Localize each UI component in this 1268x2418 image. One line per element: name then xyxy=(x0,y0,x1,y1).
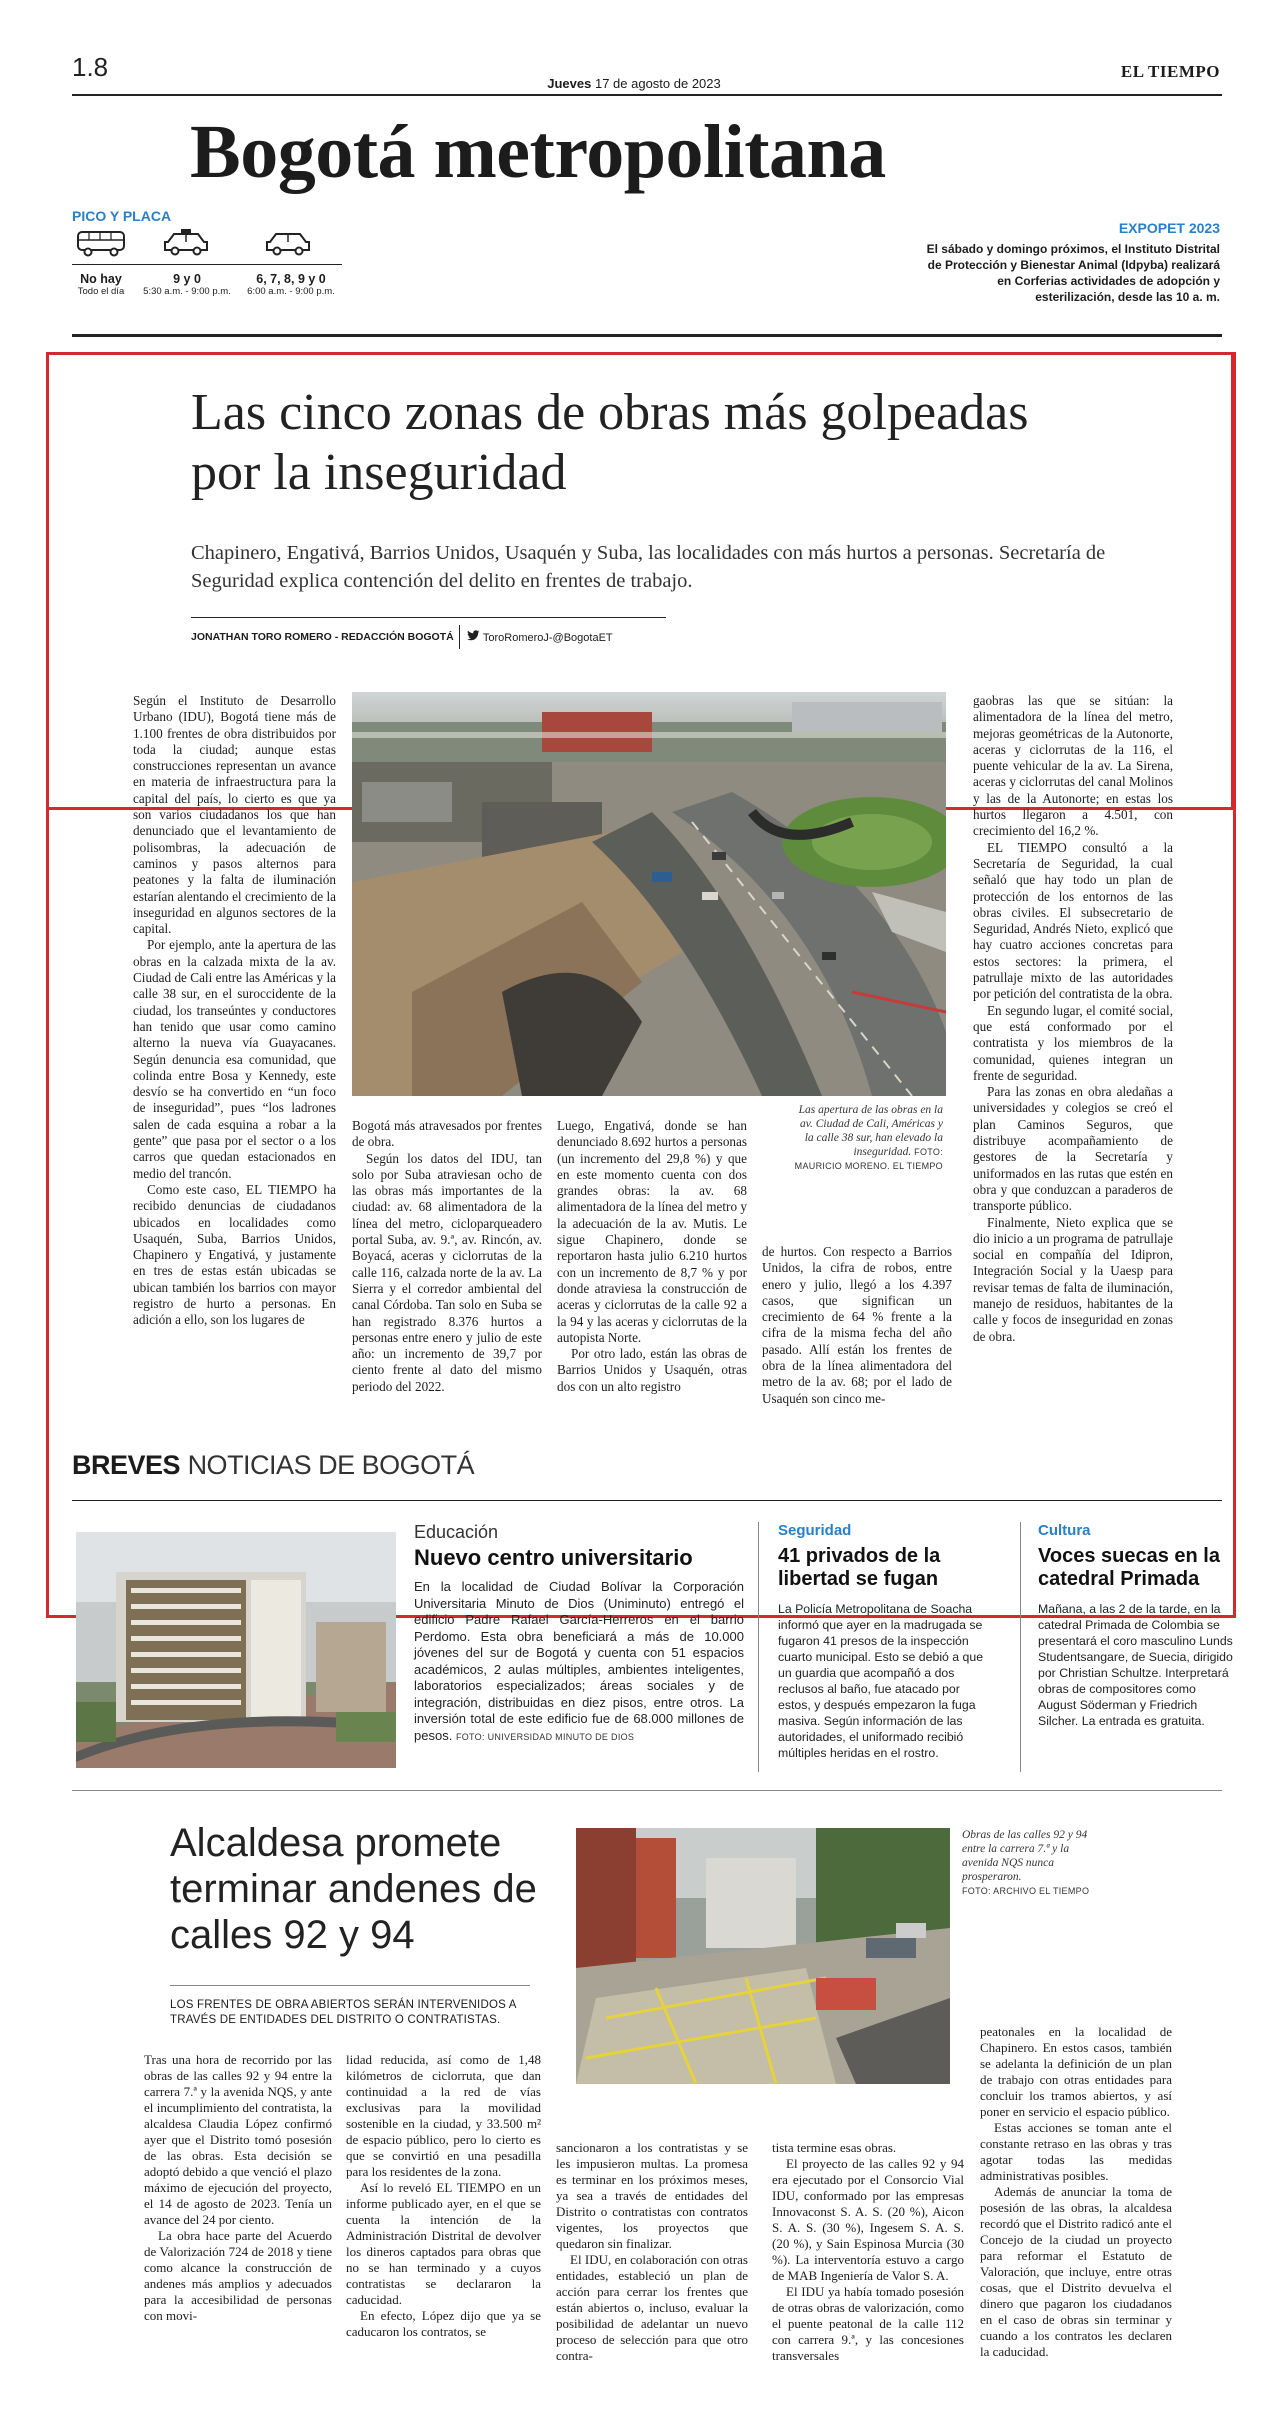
header-bottom-rule xyxy=(72,334,1222,337)
main-article-col-2 xyxy=(352,1118,542,1395)
main-article-col-1 xyxy=(133,693,336,1329)
taxi-icon xyxy=(162,228,210,258)
paragraph: Estas acciones se toman ante el constante retraso en las obras y tras agotar todas las medidas administrativas posibles. xyxy=(980,2120,1172,2183)
issue-date-rest: 17 de agosto de 2023 xyxy=(594,76,721,91)
paragraph: La obra hace parte del Acuerdo de Valorización 724 de 2018 y tiene como alcance la construcción de andenes más amplios y adecuados para la accesibilidad de personas con movi- xyxy=(144,2228,332,2323)
paragraph: EL TIEMPO consultó a la Secretaría de Seguridad, la cual señaló que hay todo un plan de protección de los entornos de las obras civiles. El subsecretario de Seguridad, Andrés Nieto, explicó que hay cuatro acciones concretas para estos sectores: la primera, el patrullaje mixto de las autoridades por petición del contratista de la obra. xyxy=(973,839,1173,1002)
sidewalk-works-image xyxy=(576,1828,950,2084)
second-article-col-1 xyxy=(144,2052,332,2324)
breve-photo-building xyxy=(76,1532,396,1768)
twitter-icon xyxy=(467,630,480,644)
expopet-text: El sábado y domingo próximos, el Instituto Distrital de Protección y Bienestar Animal (Idpyba) realizará en Corferias actividades de adopción y esterilización, desde las 10 a. m. xyxy=(926,242,1220,304)
paragraph: El proyecto de las calles 92 y 94 era ejecutado por el Consorcio Vial IDU, conformado por las empresas Innovaconst S. A. S. (20 %), Aicon S. A. S. (30 %), Ingesem S. A. S. (20 %), y Sain Espinosa Murcia (30 %). La interventoría estuvo a cargo de MAB Ingeniería de Valor S. A. xyxy=(772,2156,964,2283)
twitter-handle xyxy=(467,630,613,644)
paragraph: tista termine esas obras. xyxy=(772,2140,897,2155)
expopet-label: EXPOPET 2023 xyxy=(1118,220,1220,236)
paragraph: Luego, Engativá, donde se han denunciado 8.692 hurtos a personas (un incremento del 29,8 %) y que en este momento cuenta con dos grandes obras: la av. 68 alimentadora de la línea del metro y la adecuación de la av. Mutis. Le sigue Chapinero, donde se reportaron hasta julio 6.210 hurtos con un incremento de 8,7 % y por donde atraviesa la construcción de aceras y ciclorrutas de la calle 92 a la 94 y las aceras y ciclorrutas de la autopista Norte. xyxy=(557,1118,747,1345)
pico-placa-sub: Todo el día xyxy=(77,286,125,297)
car-icon xyxy=(264,228,312,258)
second-article-col-2 xyxy=(346,2052,541,2340)
byline-rule xyxy=(191,617,666,618)
second-article-col-3 xyxy=(556,2140,748,2364)
paragraph: peatonales en la localidad de Chapinero. En estos casos, también se adelanta la definición de un plan de trabajo con otras entidades para concluir los tramos abiertos, y así poner en servicio el espacio público. xyxy=(980,2024,1172,2119)
breves-bottom-rule xyxy=(72,1790,1222,1791)
second-article-rule xyxy=(170,1985,530,1986)
paragraph: lidad reducida, así como de 1,48 kilómetros de ciclorruta, que dan continuidad a la red de vías exclusivas para la movilidad sostenible en la ciudad, y 33.500 m² de espacio público, pero lo cierto es que se convirtió en una pesadilla para los residentes de la zona. xyxy=(346,2052,541,2179)
page-number: 1.8 xyxy=(72,52,109,82)
breve-section: Educación xyxy=(414,1522,499,1542)
university-building-image xyxy=(76,1532,396,1768)
paragraph: Por otro lado, están las obras de Barrios Unidos y Usaquén, otras dos con un alto registro xyxy=(557,1346,747,1394)
second-article-col-4 xyxy=(772,2140,964,2364)
second-photo-caption xyxy=(962,1828,1092,1898)
twitter-handle-text: ToroRomeroJ-@BogotaET xyxy=(482,632,613,644)
breve-title: 41 privados de la libertad se fugan xyxy=(778,1545,941,1590)
breves-divider-2 xyxy=(1020,1522,1021,1772)
main-article-col-3 xyxy=(557,1118,747,1395)
header-rule xyxy=(72,94,1222,96)
breve-text: Mañana, a las 2 de la tarde, en la catedral Primada de Colombia se presentará el coro masculino Lunds Studentsangare, de Suecia, dirigido por Christian Schultze. Interpretará obras de compositores como August Söderman y Friedrich Silcher. La entrada es gratuita. xyxy=(1038,1602,1233,1728)
pico-placa-value-car xyxy=(238,272,344,297)
pico-placa-item-taxi xyxy=(156,228,216,263)
breve-section: Cultura xyxy=(1038,1522,1091,1539)
paragraph: Bogotá más atravesados por frentes de obra. xyxy=(352,1118,542,1150)
byline: JONATHAN TORO ROMERO - REDACCIÓN BOGOTÁ xyxy=(191,631,454,643)
pico-placa-value-bus xyxy=(66,272,136,297)
pico-placa-main: 6, 7, 8, 9 y 0 xyxy=(256,272,326,286)
paragraph: Como este caso, EL TIEMPO ha recibido denuncias de ciudadanos ubicados en localidades como Usaquén, Suba, Barrios Unidos, Chapinero y Engativá, y justamente en tres de estas están ubicadas se ubican también los barrios con mayor registro de hurto a personas. En adición a ello, son los lugares de xyxy=(133,1181,336,1328)
brand-logo: EL TIEMPO xyxy=(1120,62,1220,81)
breves-label-bold: BREVES xyxy=(72,1450,181,1480)
second-article-deck: LOS FRENTES DE OBRA ABIERTOS SERÁN INTERVENIDOS A TRAVÉS DE ENTIDADES DEL DISTRITO O CONTRATISTAS. xyxy=(170,1999,516,2026)
breve-title: Nuevo centro universitario xyxy=(414,1545,693,1570)
breve-section: Seguridad xyxy=(778,1522,852,1539)
main-photo-caption-text: Las apertura de las obras en la av. Ciudad de Cali, Américas y la calle 38 sur, han elevado la inseguridad. xyxy=(798,1104,943,1158)
paragraph: El IDU ya había tomado posesión de otras obras de valorización, como el puente peatonal de la calle 112 con carrera 9.ª, y las concesiones transversales xyxy=(772,2284,964,2363)
pico-placa-value-taxi xyxy=(134,272,240,297)
breve-text: La Policía Metropolitana de Soacha informó que ayer en la madrugada se fugaron 41 presos de la inspección cuarto municipal. Esto se debió a que un guardia que acompañó a dos reclusos al baño, fue atacado por estos, y después empezaron la fuga masiva. Según información de las autoridades, el uniformado recibió múltiples heridas en el rostro. xyxy=(778,1602,984,1760)
paragraph: Tras una hora de recorrido por las obras de las calles 92 y 94 entre la carrera 7.ª y la avenida NQS, y ante el incumplimiento del contratista, la alcaldesa Claudia López confirmó ayer que el Distrito tomó posesión de las obras. Esta decisión se adoptó debido a que venció el plazo máximo de ejecución del proyecto, el 14 de agosto de 2023. Tenía un avance del 24 por ciento. xyxy=(144,2052,332,2227)
construction-site-image xyxy=(352,692,946,1096)
paragraph: El IDU, en colaboración con otras entidades, estableció un plan de acción para cerrar los frentes que están abiertos o, incluso, evaluar la posibilidad de adelantar un nuevo proceso de selección para que otro contra- xyxy=(556,2252,748,2363)
paragraph: Además de anunciar la toma de posesión de las obras, la alcaldesa recordó que el Distrito radicó ante el Concejo de la ciudad un proyecto para reformar el Estatuto de Valoración, que incluye, entre otras cosas, que el Distrito devuelva el dinero que pagaron los ciudadanos en el caso de obras sin terminar y cuando a los contratos les declaren la caducidad. xyxy=(980,2184,1172,2359)
breve-text-body: En la localidad de Ciudad Bolívar la Corporación Universitaria Minuto de Dios (Uniminuto) entregó el edificio Padre Rafael García-Herreros en el barrio Perdomo. Esta obra beneficiará a más de 10.000 jóvenes del sur de Bogotá y cuenta con 51 espacios académicos, 2 aulas múltiples, ambientes inteligentes, laboratorios especializados; áreas sociales y de integración, distribuidas en diez pisos, entre otros. La inversión total de este edificio fue de 68.000 millones de pesos. xyxy=(414,1579,744,1743)
pico-placa-main: 9 y 0 xyxy=(173,272,201,286)
second-photo-caption-text: Obras de las calles 92 y 94 entre la carrera 7.ª y la avenida NQS nunca prosperaron. xyxy=(962,1829,1088,1883)
breve-text xyxy=(414,1579,744,1745)
paragraph: de hurtos. Con respecto a Barrios Unidos, la cifra de robos, entre enero y julio, llegó a los 4.397 casos, que significan un crecimiento de 64 % frente a la cifra de la misma fecha del año pasado. Allí están los frentes de obra de la línea alimentadora del metro de la av. 68; por el lado de Usaquén son cinco me- xyxy=(762,1244,952,1406)
paragraph: sancionaron a los contratistas y se les impusieron multas. La promesa es terminar en los próximos meses, ya sea a través de entidades del Distrito o contratistas con contratos vigentes, los proyectos que quedaron sin finalizar. xyxy=(556,2140,748,2251)
main-photo-credit: MAURICIO MORENO. EL TIEMPO xyxy=(794,1161,943,1171)
paragraph: Así lo reveló EL TIEMPO en un informe publicado ayer, en el que se cuenta la intención de la Administración Distrital de devolver los dineros captados para obras que no se han terminado y a cuyos contratistas se declararon la caducidad. xyxy=(346,2180,541,2307)
main-article-subtitle: Chapinero, Engativá, Barrios Unidos, Usaquén y Suba, las localidades con más hurtos a personas. Secretaría de Seguridad explica contención del delito en frentes de trabajo. xyxy=(191,542,1106,592)
pico-placa-panel xyxy=(72,228,342,308)
paragraph: En segundo lugar, el comité social, que está conformado por el contratista y los miembros de la comunidad, quienes integran un frente de seguridad. xyxy=(973,1002,1173,1083)
main-article-title: Las cinco zonas de obras más golpeadas por la inseguridad xyxy=(191,384,1029,501)
main-article-photo xyxy=(352,692,946,1096)
breve-photo-credit: FOTO: UNIVERSIDAD MINUTO DE DIOS xyxy=(455,1731,635,1742)
breve-title: Voces suecas en la catedral Primada xyxy=(1038,1545,1220,1590)
paragraph: En efecto, López dijo que ya se caducaron los contratos, se xyxy=(346,2308,541,2339)
paragraph: Por ejemplo, ante la apertura de las obras en la calzada mixta de la av. Ciudad de Cali entre las Américas y la calle 38 sur, en el suroccidente de la ciudad, los transeúntes y conductores han tenido que usar como camino alterno la nueva vía Guayacanes. Según denuncia esa comunidad, que colinda entre Bosa y Kennedy, este desvío se ha convertido en “un foco de inseguridad”, pues “los ladrones salen de cada esquina a robar a la gente” que pasa por el sector o a los carros que quedan estacionados en medio del trancón. xyxy=(133,937,336,1181)
breves-header xyxy=(72,1450,474,1481)
paragraph: Según los datos del IDU, tan solo por Suba atraviesan ocho de las obras más importantes de la ciudad: av. 68 alimentadora de la línea del metro, cicloparqueadero portal Suba, av. 9.ª, av. Rincón, av. Boyacá, aceras y ciclorrutas de la calle 116, calzada norte de la av. La Sierra y el corredor ambiental del canal Córdoba. Tan solo en Suba se han registrado 8.376 hurtos a personas entre enero y julio de este año: un incremento de 39,7 por ciento frente al dato del mismo periodo del 2022. xyxy=(352,1150,542,1394)
breves-label-light: NOTICIAS DE BOGOTÁ xyxy=(187,1450,475,1480)
pico-placa-sub: 5:30 a.m. - 9:00 p.m. xyxy=(143,286,231,297)
byline-separator xyxy=(459,625,460,649)
second-article-title: Alcaldesa promete terminar andenes de calles 92 y 94 xyxy=(170,1821,537,1957)
pico-placa-rule xyxy=(72,264,342,265)
main-article xyxy=(46,352,1236,1618)
paragraph: gaobras las que se sitúan: la alimentadora de la línea del metro, mejoras geométricas de la Autonorte, aceras y ciclorrutas de la 116, el puente vehicular de la av. La Sirena, aceras y ciclorrutas del canal Molinos y las de la Autonorte; en estas los hurtos llegaron a 4.501, con crecimiento del 16,2 %. xyxy=(973,693,1173,839)
main-photo-credit-prefix: FOTO: xyxy=(914,1147,943,1157)
main-article-col-4 xyxy=(762,1244,952,1407)
pico-placa-main: No hay xyxy=(80,272,122,286)
main-article-col-5 xyxy=(973,693,1173,1345)
pico-placa-item-car xyxy=(252,228,324,263)
breves-divider-1 xyxy=(758,1522,759,1772)
second-photo-credit: FOTO: ARCHIVO EL TIEMPO xyxy=(962,1886,1090,1896)
second-article-photo xyxy=(576,1828,950,2084)
breve-education xyxy=(414,1522,744,1745)
breve-security xyxy=(778,1522,993,1761)
pico-placa-label: PICO Y PLACA xyxy=(72,208,172,224)
pico-placa-sub: 6:00 a.m. - 9:00 p.m. xyxy=(247,286,335,297)
breve-culture xyxy=(1038,1522,1233,1729)
main-photo-caption xyxy=(793,1103,943,1173)
paragraph: Para las zonas en obra aledañas a universidades y colegios se creó el plan Caminos Seguros, que distribuye acompañamiento de gestores de la Secretaría y uniformados en las rutas que estén en obra y que conduzcan a paraderos de transporte público. xyxy=(973,1084,1173,1214)
paragraph: Finalmente, Nieto explica que se dio inicio a un programa de patrullaje social en compañía del Idipron, Integración Social y la Uaesp para revisar temas de falta de iluminación, manejo de residuos, habitantes de la calle y focos de inseguridad en zonas de obra. xyxy=(973,1214,1173,1344)
breves-rule xyxy=(72,1500,1222,1501)
issue-date xyxy=(0,76,1268,91)
issue-date-day: Jueves xyxy=(547,76,592,91)
second-article-col-5 xyxy=(980,2024,1172,2360)
section-title: Bogotá metropolitana xyxy=(190,110,886,194)
pico-placa-item-bus xyxy=(72,228,130,263)
bus-icon xyxy=(75,228,127,258)
paragraph: Según el Instituto de Desarrollo Urbano (IDU), Bogotá tiene más de 1.100 frentes de obra distribuidos por toda la ciudad; aunque estas construcciones representan un avance en materia de infraestructura para la capital del país, lo cierto es que ya son varios ciudadanos los que han denunciado que el levantamiento de polisombras, la adecuación de caminos y pasos alternos para peatones y la falta de iluminación estarían alentando el crecimiento de la inseguridad en algunos sectores de la capital. xyxy=(133,693,336,937)
